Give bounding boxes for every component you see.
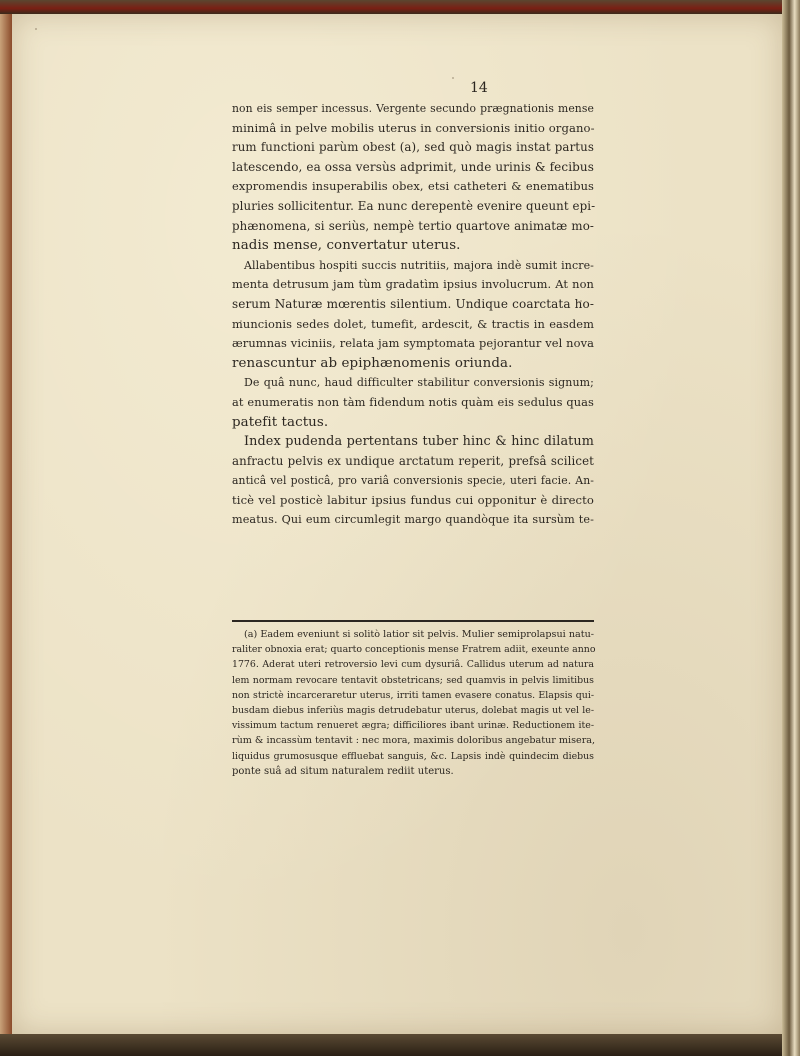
top-page-edge — [0, 0, 800, 14]
body-line: meatus. Qui eum circumlegit margo quandòque ita sursùm te- — [232, 513, 594, 527]
ink-speck — [580, 300, 582, 302]
body-line: non eis semper incessus. Vergente secundo prægnationis mense — [232, 102, 594, 115]
page-number: 14 — [470, 80, 488, 96]
body-line: latescendo, ea ossa versùs adprimit, unde urinis & fecibus — [232, 159, 594, 174]
body-line: pluries sollicitentur. Ea nunc derepentè evenire queunt epi- — [232, 198, 596, 213]
body-line: at enumeratis non tàm fidendum notis quàm eis sedulus quas — [232, 394, 594, 409]
footnote-rule — [232, 620, 594, 622]
footnote-line: busdam diebus inferiùs magis detrudebatur uterus, dolebat magis ut vel le- — [232, 704, 594, 716]
bottom-page-edge — [0, 1034, 800, 1056]
footnote-line: ponte suâ ad situm naturalem rediit uterus. — [232, 765, 454, 777]
body-line: muncionis sedes dolet, tumefit, ardescit, & tractis in easdem — [232, 316, 594, 331]
left-page-edge — [0, 0, 12, 1056]
body-line: minimâ in pelve mobilis uterus in conversionis initio organo- — [232, 120, 595, 135]
body-line: rum functioni parùm obest (a), sed quò magis instat partus — [232, 140, 594, 155]
body-line: serum Naturæ mœrentis silentium. Undique coarctata ho- — [232, 296, 594, 311]
body-line: Index pudenda pertentans tuber hinc & hinc dilatum — [244, 434, 594, 450]
body-line: Allabentibus hospiti succis nutritiis, majora indè sumit incre- — [244, 258, 594, 272]
body-line: De quâ nunc, haud difficulter stabilitur conversionis signum; — [244, 376, 594, 390]
footnote-line: rùm & incassùm tentavit : nec mora, maximis doloribus angebatur misera, — [232, 735, 596, 747]
footnote-line: liquidus grumosusque effluebat sanguis, &c. Lapsis indè quindecim diebus — [232, 750, 594, 762]
body-text — [232, 99, 594, 530]
footnote-line: lem normam revocare tentavit obstetricans; sed quamvis in pelvis limitibus — [232, 674, 594, 686]
body-line: renascuntur ab epiphænomenis oriunda. — [232, 355, 513, 371]
footnote-line: vissimum tactum renueret ægra; difficiliores ibant urinæ. Reductionem ite- — [232, 720, 594, 732]
footnote-line: 1776. Aderat uteri retroversio levi cum dysuriâ. Callidus uterum ad natura — [232, 659, 594, 671]
body-line: nadis mense, convertatur uterus. — [232, 238, 461, 254]
ink-speck — [452, 77, 454, 79]
ink-speck — [240, 320, 242, 322]
body-line: anfractu pelvis ex undique arctatum reperit, prefsâ scilicet — [232, 453, 594, 468]
footnote-line: non strictè incarceraretur uterus, irriti tamen evasere conatus. Elapsis qui- — [232, 689, 594, 701]
body-line: ærumnas viciniis, relata jam symptomata pejorantur vel nova — [232, 336, 594, 351]
body-line: menta detrusum jam tùm gradatìm ipsius involucrum. At non — [232, 277, 594, 292]
body-line: patefit tactus. — [232, 414, 329, 430]
right-page-edge — [782, 0, 800, 1056]
body-line: anticâ vel posticâ, pro variâ conversionis specie, uteri facie. An- — [232, 474, 594, 488]
footnote-line: raliter obnoxia erat; quarto conceptionis mense Fratrem adiit, exeunte anno — [232, 644, 596, 656]
body-line: phænomena, si seriùs, nempè tertio quartove animatæ mo- — [232, 218, 594, 233]
footnote — [232, 627, 594, 779]
ink-speck — [35, 28, 37, 30]
body-line: expromendis insuperabilis obex, etsi catheteri & enematibus — [232, 179, 594, 194]
body-line: ticè vel posticè labitur ipsius fundus cui opponitur è directo — [232, 492, 594, 507]
footnote-line: (a) Eadem eveniunt si solitò latior sit pelvis. Mulier semiprolapsui natu- — [244, 629, 594, 640]
